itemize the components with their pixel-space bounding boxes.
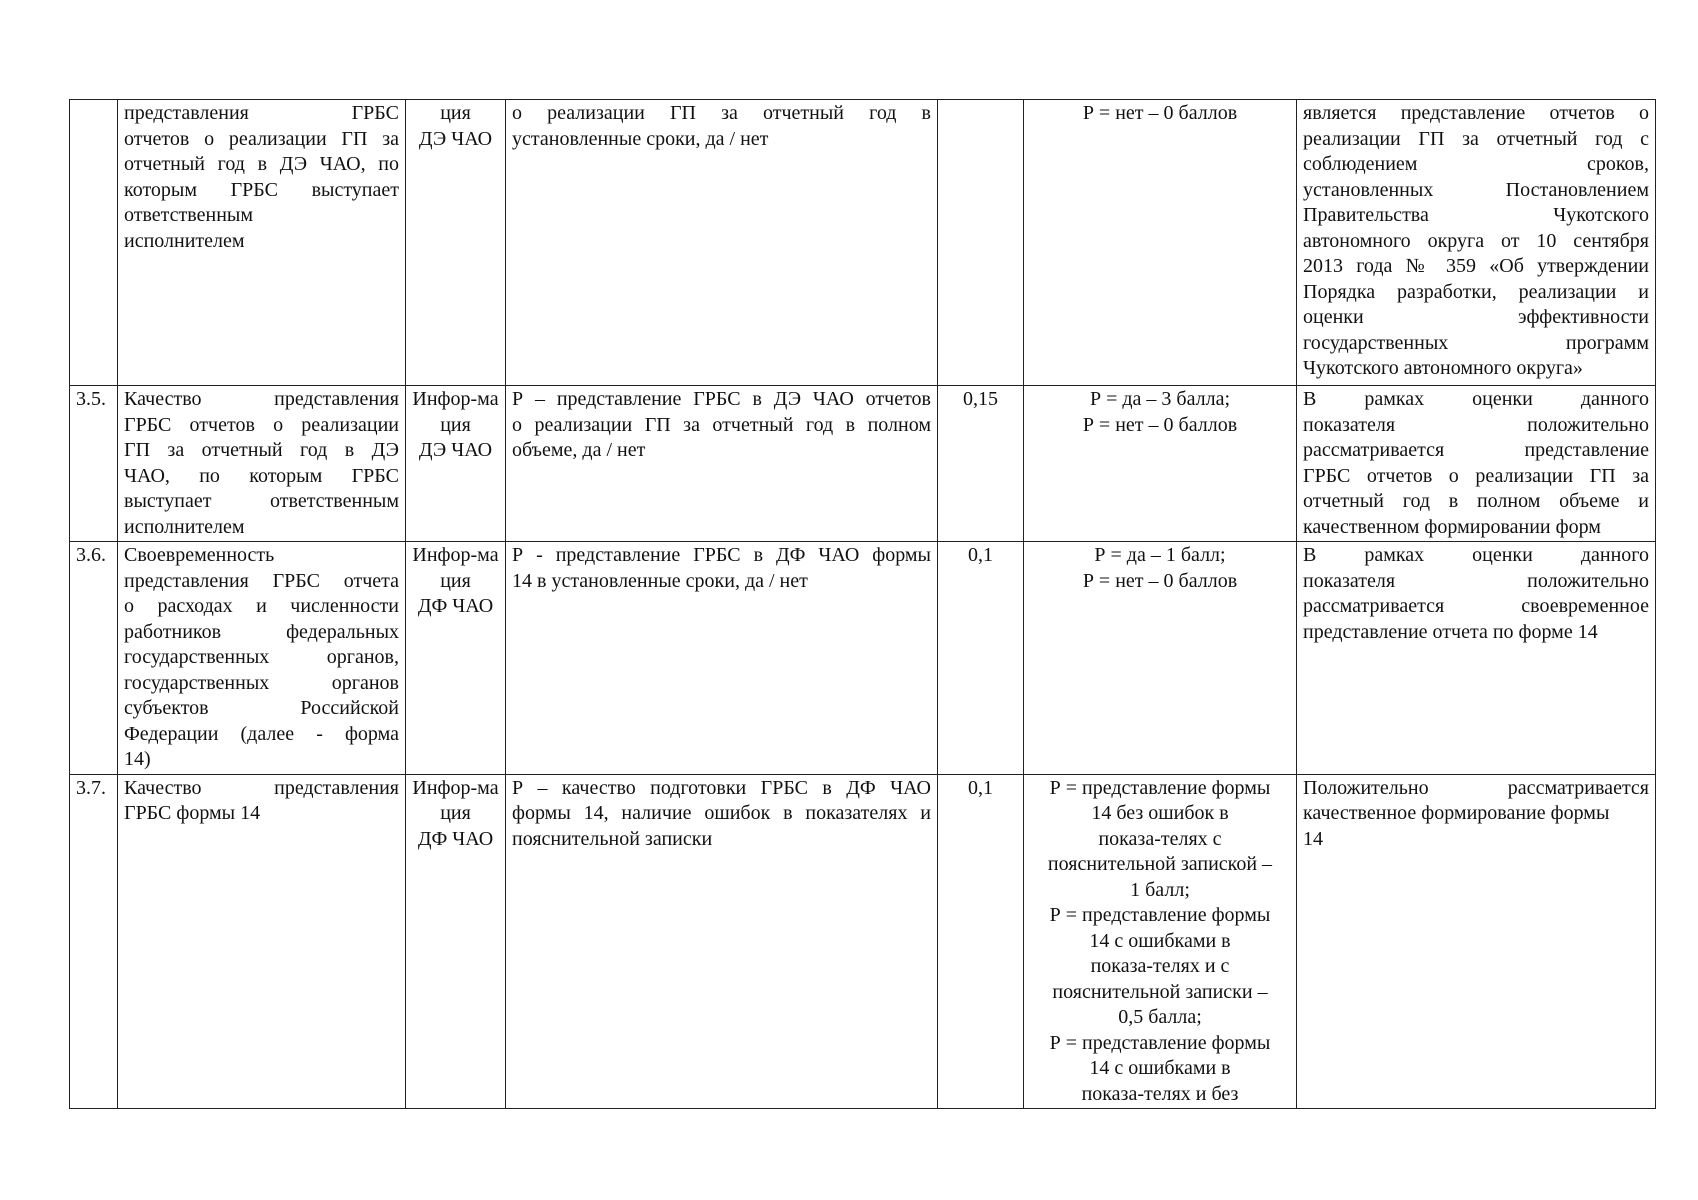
score-line: Р = представление формы: [1049, 904, 1271, 926]
comment-line: представление отчета по форме 14: [1303, 620, 1598, 643]
comment-line: государственных программ: [1303, 331, 1649, 354]
score-line: 14 с ошибками в: [1089, 1057, 1231, 1079]
source-line: ДЭ ЧАО: [418, 439, 493, 461]
comment-line: Положительно рассматривается: [1303, 776, 1649, 799]
indicator-name-cell: [118, 386, 406, 542]
score-cell: [1024, 542, 1297, 775]
comment-line: В рамках оценки данного: [1303, 544, 1649, 566]
formula-line: пояснительной записки: [512, 827, 713, 850]
formula-cell: [506, 100, 938, 386]
indicator-name-cell: [118, 100, 406, 386]
formula-line: Р - представление ГРБС в ДФ ЧАО формы: [512, 544, 931, 566]
indicator-name-line: ГРБС формы 14: [124, 802, 261, 824]
indicator-name-line: Своевременность: [124, 544, 275, 566]
indicator-name-line: субъектов Российской: [124, 697, 399, 719]
indicator-name-line: отчетов о реализации ГП за: [124, 127, 399, 150]
comment-cell: [1297, 386, 1656, 542]
formula-line: объеме, да / нет: [512, 439, 646, 461]
indicator-name-line: выступает ответственным: [124, 490, 399, 512]
source-cell: [406, 100, 506, 386]
source-cell: [406, 542, 506, 775]
indicator-name-line: о расходах и численности: [124, 595, 399, 617]
row-number-cell: 3.7.: [70, 774, 118, 1109]
score-line: Р = да – 1 балл;: [1094, 544, 1226, 566]
indicator-name-cell: [118, 774, 406, 1109]
indicator-name-line: исполнителем: [124, 515, 245, 538]
indicator-name-line: представления ГРБС: [124, 102, 399, 124]
source-line: Инфор-ма: [412, 544, 499, 566]
comment-cell: [1297, 542, 1656, 775]
score-line: 0,5 балла;: [1118, 1006, 1202, 1028]
score-line: Р = представление формы: [1049, 1031, 1271, 1054]
score-cell: [1024, 386, 1297, 542]
comment-cell: [1297, 100, 1656, 386]
formula-cell: [506, 386, 938, 542]
indicator-name-line: Качество представления: [124, 388, 399, 410]
comment-line: соблюдением сроков,: [1303, 153, 1649, 175]
comment-line: установленных Постановлением: [1303, 178, 1649, 201]
comment-cell: [1297, 774, 1656, 1109]
score-line: Р = представление формы: [1049, 776, 1271, 799]
score-line: пояснительной запиской –: [1047, 853, 1273, 875]
source-line: ция: [440, 802, 471, 824]
indicator-name-line: исполнителем: [124, 229, 245, 252]
coefficient-cell: 0,1: [938, 774, 1024, 1109]
indicator-name-line: государственных органов,: [124, 646, 399, 668]
source-line: ция: [440, 102, 471, 124]
coefficient-cell: 0,1: [938, 542, 1024, 775]
score-line: Р = нет – 0 баллов: [1082, 102, 1238, 124]
formula-line: Р – качество подготовки ГРБС в ДФ ЧАО: [512, 776, 931, 799]
score-cell: [1024, 774, 1297, 1109]
criteria-table: [69, 99, 1656, 1109]
formula-cell: [506, 774, 938, 1109]
source-cell: [406, 774, 506, 1109]
source-cell: [406, 386, 506, 542]
indicator-name-line: которым ГРБС выступает: [124, 178, 399, 201]
score-line: 14 с ошибками в: [1089, 929, 1231, 952]
row-number-cell: 3.5.: [70, 386, 118, 542]
score-line: пояснительной записки –: [1052, 980, 1268, 1003]
coefficient-cell: 0,15: [938, 386, 1024, 542]
comment-line: качественное формирование формы: [1303, 802, 1610, 824]
indicator-name-line: ответственным: [124, 204, 253, 226]
row-number-cell: [70, 100, 118, 386]
source-line: Инфор-ма: [412, 388, 499, 410]
formula-line: формы 14, наличие ошибок в показателях и: [512, 802, 931, 824]
score-line: 14 без ошибок в: [1091, 802, 1229, 824]
comment-line: Порядка разработки, реализации и: [1303, 280, 1649, 303]
formula-line: Р – представление ГРБС в ДЭ ЧАО отчетов: [512, 388, 931, 410]
table-row: [70, 542, 1656, 775]
indicator-name-line: работников федеральных: [124, 620, 399, 643]
formula-line: 14 в установленные сроки, да / нет: [512, 569, 808, 592]
table-row: [70, 774, 1656, 1109]
formula-line: о реализации ГП за отчетный год в: [512, 102, 931, 124]
source-line: ДФ ЧАО: [417, 827, 494, 850]
indicator-name-cell: [118, 542, 406, 775]
score-cell: [1024, 100, 1297, 386]
table-row: [70, 386, 1656, 542]
indicator-name-line: Федерации (далее - форма: [124, 722, 399, 745]
source-line: ция: [440, 569, 471, 592]
score-line: Р = нет – 0 баллов: [1082, 569, 1238, 592]
comment-line: Правительства Чукотского: [1303, 204, 1649, 226]
comment-line: показателя положительно: [1303, 413, 1649, 436]
comment-line: рассматривается своевременное: [1303, 595, 1649, 617]
comment-line: отчетный год в полном объеме и: [1303, 490, 1649, 512]
comment-line: Чукотского автономного округа»: [1303, 357, 1583, 379]
source-line: ДЭ ЧАО: [418, 127, 493, 150]
comment-line: оценки эффективности: [1303, 306, 1649, 328]
score-line: показа-телях и без: [1081, 1082, 1239, 1105]
comment-line: 14: [1303, 827, 1323, 850]
comment-line: рассматривается представление: [1303, 439, 1649, 461]
coefficient-cell: [938, 100, 1024, 386]
comment-line: качественном формировании форм: [1303, 515, 1601, 538]
indicator-name-line: представления ГРБС отчета: [124, 569, 399, 592]
comment-line: ГРБС отчетов о реализации ГП за: [1303, 464, 1649, 487]
score-line: 1 балл;: [1130, 878, 1190, 901]
formula-cell: [506, 542, 938, 775]
score-line: показа-телях с: [1098, 827, 1222, 850]
score-line: показа-телях и с: [1090, 955, 1230, 977]
formula-line: о реализации ГП за отчетный год в полном: [512, 413, 931, 436]
indicator-name-line: ГРБС отчетов о реализации: [124, 413, 399, 436]
comment-line: В рамках оценки данного: [1303, 388, 1649, 410]
comment-line: 2013 года № 359 «Об утверждении: [1303, 255, 1649, 277]
indicator-name-line: 14): [124, 748, 151, 770]
source-line: ция: [440, 413, 471, 436]
score-line: Р = нет – 0 баллов: [1082, 413, 1238, 436]
indicator-name-line: отчетный год в ДЭ ЧАО, по: [124, 153, 399, 175]
indicator-name-line: ГП за отчетный год в ДЭ: [124, 439, 399, 461]
comment-line: автономного округа от 10 сентября: [1303, 229, 1649, 252]
comment-line: реализации ГП за отчетный год с: [1303, 127, 1649, 150]
score-line: Р = да – 3 балла;: [1089, 388, 1231, 410]
comment-line: является представление отчетов о: [1303, 102, 1649, 124]
comment-line: показателя положительно: [1303, 569, 1649, 592]
indicator-name-line: ЧАО, по которым ГРБС: [124, 464, 399, 487]
indicator-name-line: государственных органов: [124, 671, 399, 694]
source-line: Инфор-ма: [412, 776, 499, 799]
source-line: ДФ ЧАО: [417, 595, 494, 617]
row-number-cell: 3.6.: [70, 542, 118, 775]
table-row: [70, 100, 1656, 386]
indicator-name-line: Качество представления: [124, 776, 399, 799]
formula-line: установленные сроки, да / нет: [512, 127, 769, 150]
